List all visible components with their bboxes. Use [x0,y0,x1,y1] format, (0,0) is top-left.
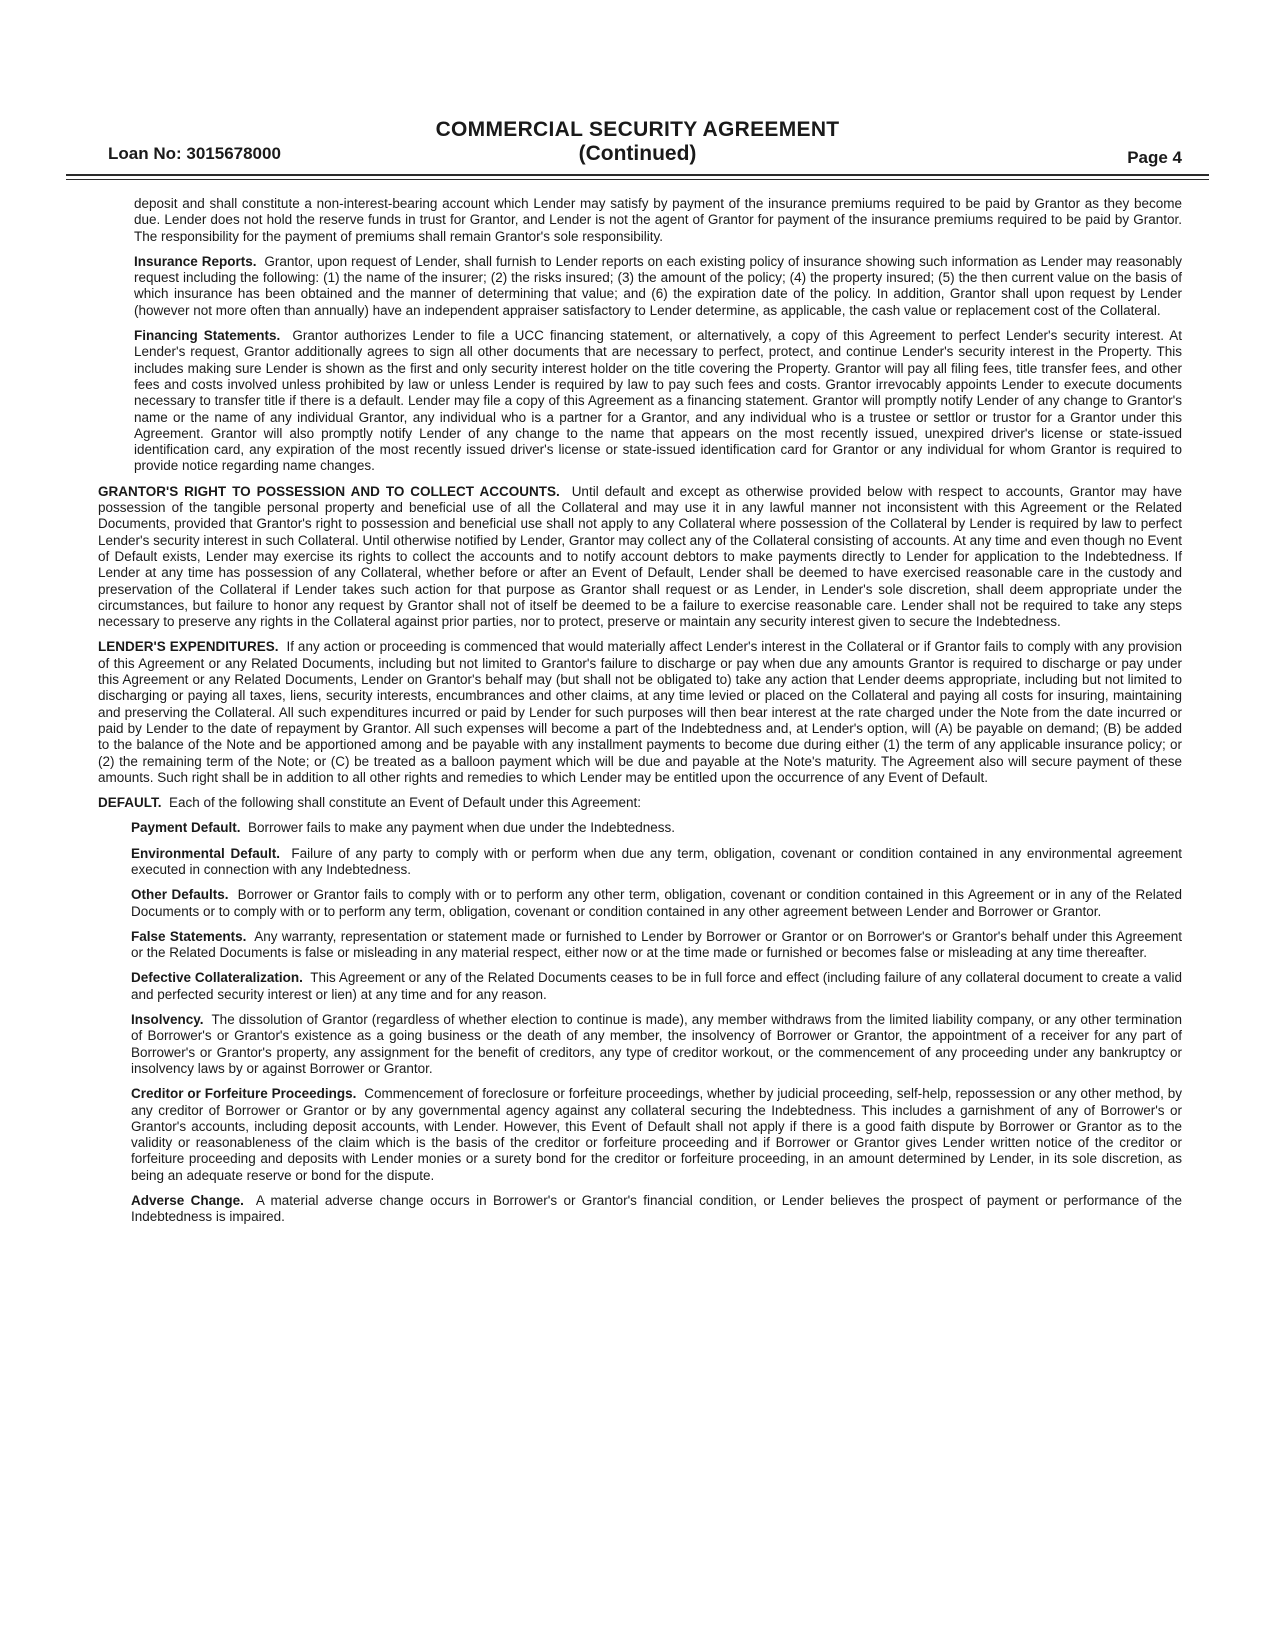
paragraph-text: This Agreement or any of the Related Documents ceases to be in full force and effect (including failure of any collateral document to create a valid and perfected security interest or lien) at any time and for any reason. [131,970,1182,1002]
default-false-statements [131,929,1182,962]
section-default [98,795,1182,811]
default-creditor-forfeiture [131,1086,1182,1184]
default-other [131,887,1182,920]
paragraph-heading: Defective Collateralization. [131,970,303,986]
paragraph-text: The dissolution of Grantor (regardless of whether election to continue is made), any member withdraws from the limited liability company, or any other termination of Borrower's or Grantor's existence as a going business or the death of any member, the insolvency of Borrower or Grantor, the appointment of a receiver for any part of Borrower's or Grantor's property, any assignment for the benefit of creditors, any type of creditor workout, or the commencement of any proceeding under any bankruptcy or insolvency laws by or against Borrower or Grantor. [131,1012,1182,1076]
paragraph-text: A material adverse change occurs in Borrower's or Grantor's financial condition, or Lender believes the prospect of payment or performance of the Indebtedness is impaired. [131,1193,1182,1225]
paragraph-text: Failure of any party to comply with or perform when due any term, obligation, covenant or condition contained in any environmental agreement executed in connection with any Indebtedness. [131,845,1182,877]
paragraph-text: Any warranty, representation or statement made or furnished to Lender by Borrower or Grantor or on Borrower's or Grantor's behalf under this Agreement or the Related Documents is false or misleading in any material respect, either now or at the time made or furnished or becomes false or misleading at any time thereafter. [131,928,1182,961]
paragraph-heading: Adverse Change. [131,1193,244,1209]
paragraph-text: Grantor, upon request of Lender, shall furnish to Lender reports on each existing policy of insurance showing such information as Lender may reasonably request including the following: (1) the name of the insurer; (2) the risks insured; (3) the amount of the policy; (4) the property insured; (5) the then current value on the basis of which insurance has been obtained and the manner of determining that value; and (6) the expiration date of the policy. In addition, Grantor shall upon request by Lender (however not more often than annually) have an independent appraiser satisfactory to Lender determine, as applicable, the cash value or replacement cost of the Collateral. [134,253,1182,318]
paragraph-text: Commencement of foreclosure or forfeiture proceedings, whether by judicial proceeding, self-help, repossession or any other method, by any creditor of Borrower or Grantor or by any governmental agency against any collateral securing the Indebtedness. This includes a garnishment of any of Borrower's or Grantor's accounts, including deposit accounts, with Lender. However, this Event of Default shall not apply if there is a good faith dispute by Borrower or Grantor as to the validity or reasonableness of the claim which is the basis of the creditor or forfeiture proceeding and if Borrower or Grantor gives Lender written notice of the creditor or forfeiture proceeding and deposits with Lender monies or a surety bond for the creditor or forfeiture proceeding, in an amount determined by Lender, in its sole discretion, as being an adequate reserve or bond for the dispute. [131,1086,1182,1183]
section-text: Until default and except as otherwise provided below with respect to accounts, Grantor may have possession of the tangible personal property and beneficial use of all the Collateral and may use it in any lawful manner not inconsistent with this Agreement or the Related Documents, provided that Grantor's right to possession and beneficial use shall not apply to any Collateral where possession of the Collateral by Lender is required by law to perfect Lender's security interest in such Collateral. Until otherwise notified by Lender, Grantor may collect any of the Collateral consisting of accounts. At any time and even though no Event of Default exists, Lender may exercise its rights to collect the accounts and to notify account debtors to make payments directly to Lender for application to the Indebtedness. If Lender at any time has possession of any Collateral, whether before or after an Event of Default, Lender shall be deemed to have exercised reasonable care in the custody and preservation of the Collateral if Lender takes such action for that purpose as Grantor shall request or as Lender, in Lender's sole discretion, shall deem appropriate under the circumstances, but failure to honor any request by Grantor shall not of itself be deemed to be a failure to exercise reasonable care. Lender shall not be required to take any steps necessary to preserve any rights in the Collateral against prior parties, nor to protect, preserve or maintain any security interest given to secure the Indebtedness. [98,483,1182,630]
header-divider [66,174,1209,176]
default-environmental [131,846,1182,879]
paragraph-text: Borrower fails to make any payment when due under the Indebtedness. [248,820,676,836]
header-divider-thin [66,179,1209,180]
paragraph-text: Grantor authorizes Lender to file a UCC financing statement, or alternatively, a copy of this Agreement to perfect Lender's security interest. At Lender's request, Grantor additionally agrees to sign all other documents that are necessary to perfect, protect, and continue Lender's security interest in the Property. This includes making sure Lender is shown as the first and only security interest holder on the title covering the Property. Grantor will pay all filing fees, title transfer fees, and other fees and costs involved unless prohibited by law or unless Lender is required by law to pay such fees and costs. Grantor irrevocably appoints Lender to execute documents necessary to transfer title if there is a default. Lender may file a copy of this Agreement as a financing statement. Grantor will promptly notify Lender of any change to Grantor's name or the name of any individual Grantor, any individual who is a partner for a Grantor, and any individual who is a trustee or settlor or trustor for a Grantor under this Agreement. Grantor will also promptly notify Lender of any change to the name that appears on the most recently issued, unexpired driver's license or state-issued identification card, any expiration of the most recently issued driver's license or state-issued identification card for Grantor or any individual for whom Grantor is required to provide notice regarding name changes. [134,328,1182,474]
document-subtitle: (Continued) [578,142,697,165]
section-lender-expenditures [98,639,1182,786]
section-text: Each of the following shall constitute an Event of Default under this Agreement: [169,795,642,811]
paragraph-text: deposit and shall constitute a non-interest-bearing account which Lender may satisfy by payment of the insurance premiums required to be paid by Grantor as they become due. Lender does not hold the reserve funds in trust for Grantor, and Lender is not the agent of Grantor for payment of the insurance premiums required to be paid by Grantor. The responsibility for the payment of premiums shall remain Grantor's sole responsibility. [134,196,1182,244]
paragraph-financing-statements [134,328,1182,475]
paragraph-heading: Payment Default. [131,820,241,836]
default-payment [131,820,1182,836]
paragraph-insurance-reports [134,254,1182,319]
section-heading: LENDER'S EXPENDITURES. [98,639,279,655]
default-defective-collateralization [131,970,1182,1003]
default-insolvency [131,1012,1182,1077]
default-adverse-change [131,1193,1182,1226]
paragraph-heading: Environmental Default. [131,845,280,861]
paragraph-insurance-reserves [134,196,1182,245]
agreement-body [98,196,1182,1235]
section-possession-and-accounts [98,484,1182,631]
paragraph-heading: False Statements. [131,928,247,944]
section-heading: GRANTOR'S RIGHT TO POSSESSION AND TO COLLECT ACCOUNTS. [98,483,560,499]
paragraph-heading: Insurance Reports. [134,253,257,269]
paragraph-heading: Insolvency. [131,1012,204,1028]
loan-number: Loan No: 3015678000 [108,144,281,163]
paragraph-heading: Financing Statements. [134,328,281,344]
paragraph-text: Borrower or Grantor fails to comply with or to perform any other term, obligation, covenant or condition contained in this Agreement or in any of the Related Documents or to comply with or to perform any term, obligation, covenant or condition contained in any other agreement between Lender and Borrower or Grantor. [131,887,1182,919]
section-heading: DEFAULT. [98,795,162,811]
section-text: If any action or proceeding is commenced that would materially affect Lender's interest in the Collateral or if Grantor fails to comply with any provision of this Agreement or any Related Documents, including but not limited to Grantor's failure to discharge or pay when due any amounts Grantor is required to discharge or pay under this Agreement or any Related Documents, Lender on Grantor's behalf may (but shall not be obligated to) take any action that Lender deems appropriate, including but not limited to discharging or paying all taxes, liens, security interests, encumbrances and other claims, at any time levied or placed on the Collateral and paying all costs for insuring, maintaining and preserving the Collateral. All such expenditures incurred or paid by Lender for such purposes will then bear interest at the rate charged under the Note from the date incurred or paid by Lender to the date of repayment by Grantor. All such expenses will become a part of the Indebtedness and, at Lender's option, will (A) be payable on demand; (B) be added to the balance of the Note and be apportioned among and be payable with any installment payments to become due during either (1) the term of any applicable insurance policy; or (2) the remaining term of the Note; or (C) be treated as a balloon payment which will be due and payable at the Note's maturity. The Agreement also will secure payment of these amounts. Such right shall be in addition to all other rights and remedies to which Lender may be entitled upon the occurrence of any Event of Default. [98,639,1182,785]
page-number: Page 4 [1127,148,1182,167]
paragraph-heading: Creditor or Forfeiture Proceedings. [131,1086,357,1102]
paragraph-heading: Other Defaults. [131,887,229,903]
document-title: COMMERCIAL SECURITY AGREEMENT [435,118,840,141]
